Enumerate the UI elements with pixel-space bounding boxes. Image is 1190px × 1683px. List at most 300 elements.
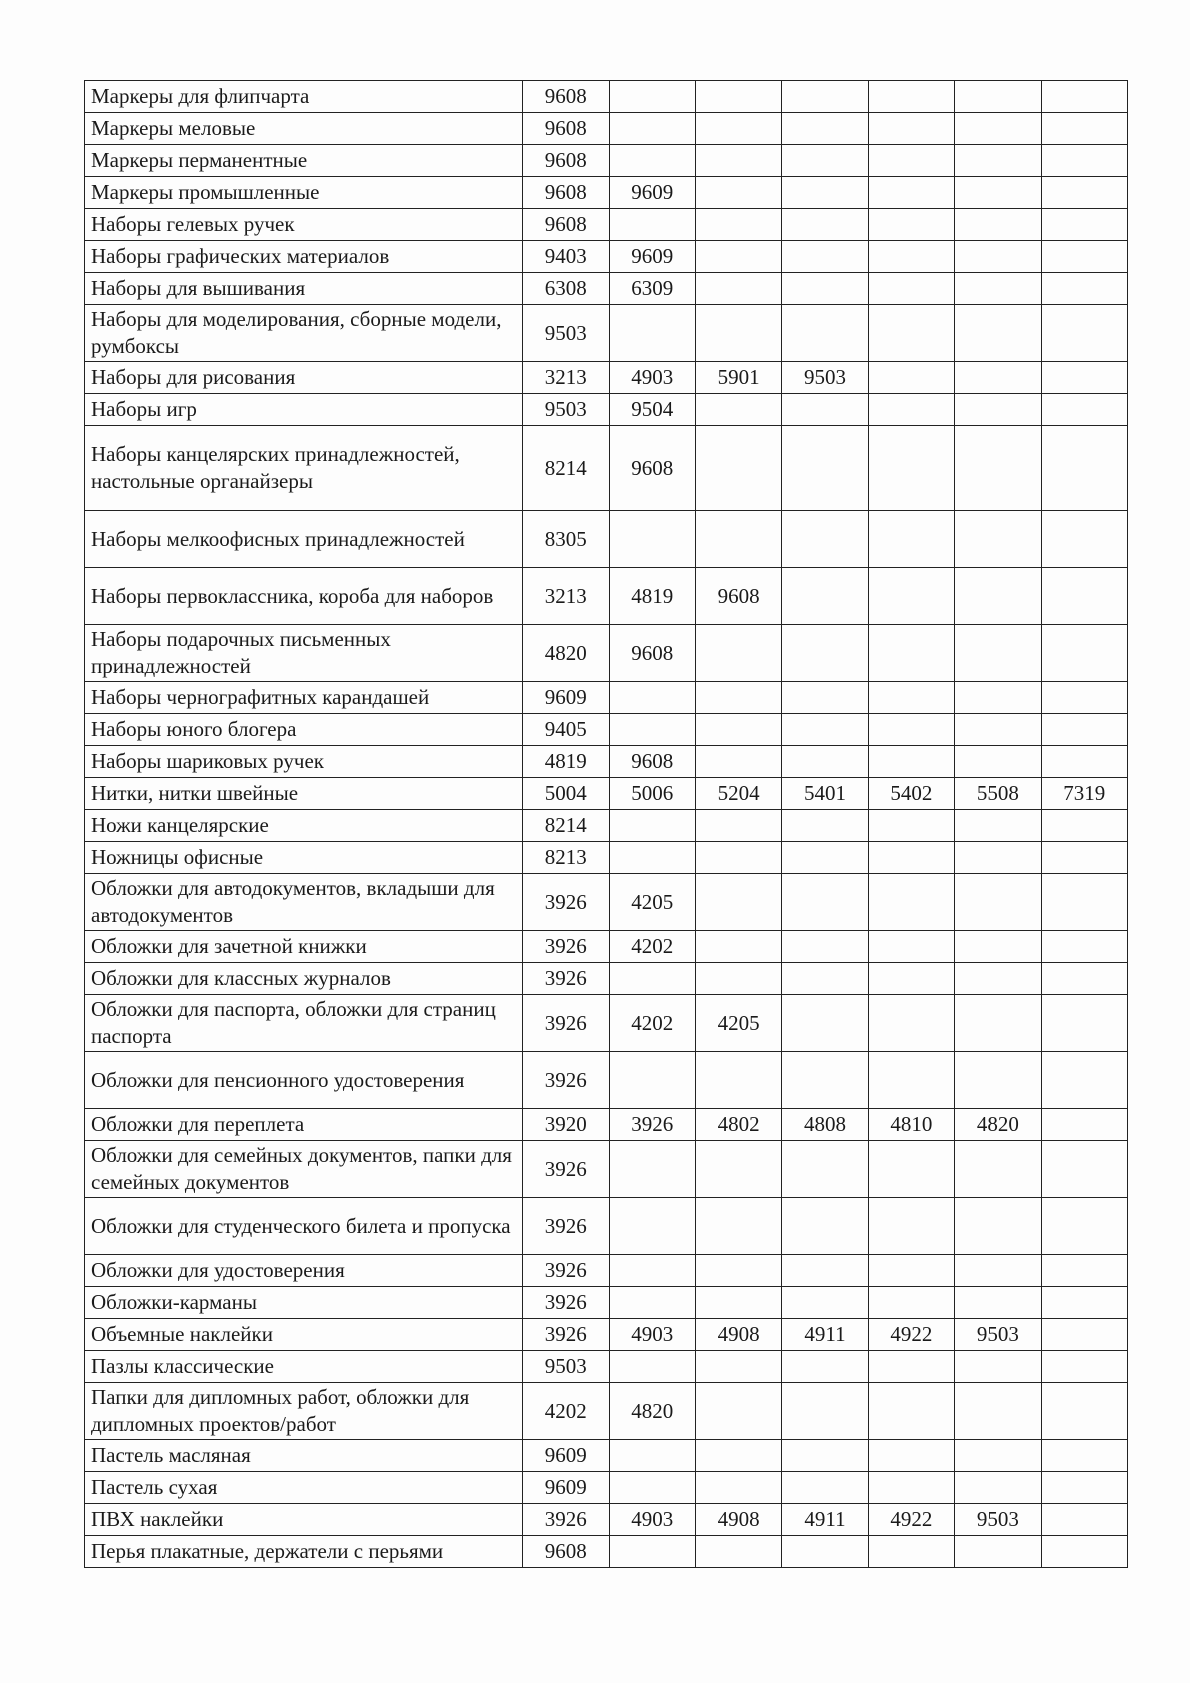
- table-row: [85, 778, 1128, 810]
- code-cell: [1041, 1383, 1127, 1440]
- code-cell: 9609: [523, 1472, 609, 1504]
- table-row: [85, 177, 1128, 209]
- product-name-cell: Наборы для рисования: [85, 362, 523, 394]
- code-cell: [782, 1383, 868, 1440]
- code-cell: [868, 963, 954, 995]
- code-cell: 3926: [523, 1287, 609, 1319]
- code-cell: [1041, 1472, 1127, 1504]
- code-cell: 4908: [695, 1504, 781, 1536]
- code-cell: [782, 625, 868, 682]
- code-cell: [955, 963, 1041, 995]
- code-cell: [782, 842, 868, 874]
- code-cell: [1041, 209, 1127, 241]
- table-row: [85, 305, 1128, 362]
- table-row: [85, 1287, 1128, 1319]
- code-cell: [1041, 177, 1127, 209]
- code-cell: 3926: [523, 1198, 609, 1255]
- product-name-cell: Обложки для паспорта, обложки для страниц паспорта: [85, 995, 523, 1052]
- code-cell: [782, 995, 868, 1052]
- code-cell: 4922: [868, 1319, 954, 1351]
- code-cell: [609, 1052, 695, 1109]
- code-cell: 9609: [609, 177, 695, 209]
- code-cell: [955, 1351, 1041, 1383]
- table-row: [85, 394, 1128, 426]
- code-cell: [782, 145, 868, 177]
- code-cell: [955, 746, 1041, 778]
- product-name-cell: Нитки, нитки швейные: [85, 778, 523, 810]
- table-row: [85, 209, 1128, 241]
- code-cell: 8305: [523, 511, 609, 568]
- code-cell: [609, 209, 695, 241]
- code-cell: [1041, 1109, 1127, 1141]
- code-cell: [868, 1383, 954, 1440]
- table-row: [85, 625, 1128, 682]
- code-cell: 3926: [523, 1255, 609, 1287]
- code-cell: [695, 394, 781, 426]
- table-row: [85, 1109, 1128, 1141]
- product-name-cell: Наборы шариковых ручек: [85, 746, 523, 778]
- code-cell: 9504: [609, 394, 695, 426]
- code-cell: [782, 682, 868, 714]
- code-cell: [1041, 113, 1127, 145]
- code-cell: [1041, 1052, 1127, 1109]
- table-row: [85, 511, 1128, 568]
- table-row: [85, 241, 1128, 273]
- code-cell: 3926: [523, 1052, 609, 1109]
- code-cell: 9608: [523, 113, 609, 145]
- product-name-cell: Маркеры перманентные: [85, 145, 523, 177]
- code-cell: [695, 1383, 781, 1440]
- code-cell: [695, 931, 781, 963]
- code-cell: [955, 145, 1041, 177]
- table-body: [85, 81, 1128, 1568]
- code-cell: 4205: [695, 995, 781, 1052]
- product-name-cell: Обложки-карманы: [85, 1287, 523, 1319]
- code-cell: [782, 963, 868, 995]
- product-name-cell: Папки для дипломных работ, обложки для дипломных проектов/работ: [85, 1383, 523, 1440]
- code-cell: [782, 810, 868, 842]
- code-cell: [955, 426, 1041, 511]
- code-cell: [782, 1440, 868, 1472]
- code-cell: [695, 842, 781, 874]
- code-cell: [1041, 1255, 1127, 1287]
- code-cell: [1041, 682, 1127, 714]
- code-cell: 8214: [523, 810, 609, 842]
- code-cell: 9608: [609, 625, 695, 682]
- code-cell: 3926: [523, 963, 609, 995]
- product-name-cell: Маркеры для флипчарта: [85, 81, 523, 113]
- table-row: [85, 746, 1128, 778]
- code-cell: [782, 714, 868, 746]
- code-cell: [609, 810, 695, 842]
- code-cell: [955, 1472, 1041, 1504]
- product-name-cell: Наборы первоклассника, короба для наборов: [85, 568, 523, 625]
- product-name-cell: Пазлы классические: [85, 1351, 523, 1383]
- code-cell: 3213: [523, 362, 609, 394]
- code-cell: [695, 81, 781, 113]
- product-codes-table: [84, 80, 1128, 1568]
- code-cell: 4903: [609, 1319, 695, 1351]
- code-cell: [955, 177, 1041, 209]
- code-cell: [695, 273, 781, 305]
- code-cell: [609, 1255, 695, 1287]
- code-cell: [868, 1351, 954, 1383]
- table-row: [85, 963, 1128, 995]
- code-cell: 9503: [782, 362, 868, 394]
- code-cell: [955, 682, 1041, 714]
- code-cell: 3213: [523, 568, 609, 625]
- code-cell: [1041, 1141, 1127, 1198]
- product-name-cell: Наборы для вышивания: [85, 273, 523, 305]
- code-cell: [868, 145, 954, 177]
- code-cell: [868, 1287, 954, 1319]
- code-cell: [1041, 273, 1127, 305]
- code-cell: [609, 145, 695, 177]
- code-cell: [955, 81, 1041, 113]
- product-name-cell: Обложки для классных журналов: [85, 963, 523, 995]
- code-cell: 9609: [523, 682, 609, 714]
- code-cell: 4911: [782, 1504, 868, 1536]
- code-cell: [955, 1198, 1041, 1255]
- code-cell: [868, 746, 954, 778]
- code-cell: [782, 1141, 868, 1198]
- code-cell: [695, 145, 781, 177]
- code-cell: [1041, 842, 1127, 874]
- code-cell: [955, 113, 1041, 145]
- code-cell: 5204: [695, 778, 781, 810]
- table-row: [85, 568, 1128, 625]
- product-name-cell: Объемные наклейки: [85, 1319, 523, 1351]
- code-cell: [955, 995, 1041, 1052]
- code-cell: 9608: [609, 746, 695, 778]
- table-row: [85, 1198, 1128, 1255]
- code-cell: 9503: [523, 305, 609, 362]
- product-name-cell: Наборы чернографитных карандашей: [85, 682, 523, 714]
- code-cell: [782, 113, 868, 145]
- code-cell: [609, 1440, 695, 1472]
- code-cell: [782, 177, 868, 209]
- code-cell: [955, 625, 1041, 682]
- code-cell: [695, 1255, 781, 1287]
- product-name-cell: Обложки для автодокументов, вкладыши для автодокументов: [85, 874, 523, 931]
- code-cell: 4911: [782, 1319, 868, 1351]
- code-cell: 9503: [955, 1319, 1041, 1351]
- code-cell: [1041, 746, 1127, 778]
- code-cell: [782, 568, 868, 625]
- code-cell: [955, 1383, 1041, 1440]
- code-cell: [609, 842, 695, 874]
- product-name-cell: Пастель сухая: [85, 1472, 523, 1504]
- code-cell: [955, 394, 1041, 426]
- code-cell: [1041, 810, 1127, 842]
- code-cell: [868, 568, 954, 625]
- code-cell: [782, 273, 868, 305]
- code-cell: [1041, 362, 1127, 394]
- table-row: [85, 113, 1128, 145]
- code-cell: [1041, 1287, 1127, 1319]
- code-cell: 9609: [523, 1440, 609, 1472]
- code-cell: [1041, 963, 1127, 995]
- code-cell: [955, 568, 1041, 625]
- code-cell: [868, 426, 954, 511]
- code-cell: [1041, 1504, 1127, 1536]
- product-name-cell: Обложки для студенческого билета и пропуска: [85, 1198, 523, 1255]
- code-cell: [868, 625, 954, 682]
- code-cell: [868, 1440, 954, 1472]
- code-cell: [868, 305, 954, 362]
- code-cell: 7319: [1041, 778, 1127, 810]
- code-cell: [695, 1052, 781, 1109]
- table-row: [85, 1052, 1128, 1109]
- code-cell: 9608: [523, 177, 609, 209]
- code-cell: 4908: [695, 1319, 781, 1351]
- code-cell: [1041, 1536, 1127, 1568]
- product-name-cell: Наборы подарочных письменных принадлежностей: [85, 625, 523, 682]
- code-cell: 4820: [955, 1109, 1041, 1141]
- product-name-cell: Обложки для переплета: [85, 1109, 523, 1141]
- code-cell: 4205: [609, 874, 695, 931]
- code-cell: 9503: [523, 394, 609, 426]
- code-cell: [955, 714, 1041, 746]
- code-cell: [695, 810, 781, 842]
- code-cell: 3926: [523, 1504, 609, 1536]
- code-cell: [782, 1287, 868, 1319]
- code-cell: 4802: [695, 1109, 781, 1141]
- code-cell: [868, 1255, 954, 1287]
- code-cell: [955, 241, 1041, 273]
- code-cell: 9608: [523, 81, 609, 113]
- code-cell: [609, 511, 695, 568]
- table-row: [85, 1383, 1128, 1440]
- code-cell: [695, 1440, 781, 1472]
- code-cell: [695, 177, 781, 209]
- code-cell: [868, 362, 954, 394]
- code-cell: [1041, 1440, 1127, 1472]
- code-cell: [1041, 394, 1127, 426]
- code-cell: [782, 394, 868, 426]
- code-cell: [868, 394, 954, 426]
- table-row: [85, 810, 1128, 842]
- code-cell: [782, 209, 868, 241]
- code-cell: [695, 1198, 781, 1255]
- code-cell: [782, 426, 868, 511]
- table-row: [85, 1351, 1128, 1383]
- code-cell: [1041, 145, 1127, 177]
- code-cell: 9403: [523, 241, 609, 273]
- code-cell: 8213: [523, 842, 609, 874]
- code-cell: [695, 209, 781, 241]
- code-cell: [782, 746, 868, 778]
- code-cell: [609, 1287, 695, 1319]
- code-cell: 9405: [523, 714, 609, 746]
- table-row: [85, 1504, 1128, 1536]
- code-cell: 4202: [609, 995, 695, 1052]
- code-cell: [1041, 511, 1127, 568]
- table-row: [85, 931, 1128, 963]
- code-cell: [955, 273, 1041, 305]
- code-cell: 4820: [523, 625, 609, 682]
- table-row: [85, 1255, 1128, 1287]
- product-name-cell: Пастель масляная: [85, 1440, 523, 1472]
- code-cell: 5508: [955, 778, 1041, 810]
- code-cell: 3920: [523, 1109, 609, 1141]
- table-row: [85, 81, 1128, 113]
- product-name-cell: Наборы канцелярских принадлежностей, настольные органайзеры: [85, 426, 523, 511]
- code-cell: [695, 963, 781, 995]
- code-cell: 5006: [609, 778, 695, 810]
- code-cell: [782, 1052, 868, 1109]
- product-name-cell: Обложки для пенсионного удостоверения: [85, 1052, 523, 1109]
- code-cell: [955, 209, 1041, 241]
- code-cell: [868, 511, 954, 568]
- code-cell: [782, 1472, 868, 1504]
- code-cell: [955, 874, 1041, 931]
- code-cell: 4922: [868, 1504, 954, 1536]
- code-cell: [695, 625, 781, 682]
- code-cell: [868, 241, 954, 273]
- product-name-cell: Обложки для зачетной книжки: [85, 931, 523, 963]
- product-name-cell: Маркеры меловые: [85, 113, 523, 145]
- code-cell: [955, 1141, 1041, 1198]
- product-name-cell: Наборы мелкоофисных принадлежностей: [85, 511, 523, 568]
- code-cell: [609, 963, 695, 995]
- code-cell: [868, 995, 954, 1052]
- table-row: [85, 1472, 1128, 1504]
- code-cell: 6309: [609, 273, 695, 305]
- code-cell: [695, 1472, 781, 1504]
- code-cell: [609, 305, 695, 362]
- code-cell: [1041, 81, 1127, 113]
- code-cell: [868, 1472, 954, 1504]
- code-cell: [695, 1287, 781, 1319]
- code-cell: [782, 1255, 868, 1287]
- code-cell: 3926: [523, 1141, 609, 1198]
- code-cell: 5004: [523, 778, 609, 810]
- code-cell: 9503: [523, 1351, 609, 1383]
- table-row: [85, 145, 1128, 177]
- code-cell: 3926: [523, 1319, 609, 1351]
- product-name-cell: Обложки для семейных документов, папки для семейных документов: [85, 1141, 523, 1198]
- product-name-cell: Наборы игр: [85, 394, 523, 426]
- product-name-cell: Маркеры промышленные: [85, 177, 523, 209]
- code-cell: [868, 1052, 954, 1109]
- code-cell: [1041, 995, 1127, 1052]
- code-cell: [695, 241, 781, 273]
- code-cell: [868, 874, 954, 931]
- code-cell: [955, 1052, 1041, 1109]
- code-cell: [695, 426, 781, 511]
- code-cell: 5402: [868, 778, 954, 810]
- code-cell: [1041, 714, 1127, 746]
- code-cell: [609, 1536, 695, 1568]
- code-cell: 4819: [523, 746, 609, 778]
- code-cell: [695, 874, 781, 931]
- code-cell: 9608: [609, 426, 695, 511]
- product-name-cell: Ножи канцелярские: [85, 810, 523, 842]
- code-cell: 3926: [523, 995, 609, 1052]
- code-cell: 9503: [955, 1504, 1041, 1536]
- code-cell: 8214: [523, 426, 609, 511]
- code-cell: [609, 1472, 695, 1504]
- code-cell: [868, 810, 954, 842]
- product-name-cell: ПВХ наклейки: [85, 1504, 523, 1536]
- table-row: [85, 682, 1128, 714]
- code-cell: [782, 241, 868, 273]
- code-cell: [782, 874, 868, 931]
- code-cell: [695, 682, 781, 714]
- code-cell: [868, 113, 954, 145]
- table-row: [85, 714, 1128, 746]
- code-cell: 5901: [695, 362, 781, 394]
- code-cell: [782, 931, 868, 963]
- code-cell: [609, 1141, 695, 1198]
- product-name-cell: Ножницы офисные: [85, 842, 523, 874]
- code-cell: [609, 113, 695, 145]
- code-cell: [868, 931, 954, 963]
- product-name-cell: Наборы графических материалов: [85, 241, 523, 273]
- code-cell: [955, 511, 1041, 568]
- code-cell: [1041, 874, 1127, 931]
- code-cell: 4202: [609, 931, 695, 963]
- code-cell: [609, 682, 695, 714]
- code-cell: 4819: [609, 568, 695, 625]
- code-cell: [1041, 1319, 1127, 1351]
- code-cell: [868, 1141, 954, 1198]
- code-cell: [782, 305, 868, 362]
- code-cell: [955, 305, 1041, 362]
- code-cell: [782, 511, 868, 568]
- code-cell: [609, 81, 695, 113]
- code-cell: [695, 1351, 781, 1383]
- code-cell: [609, 714, 695, 746]
- code-cell: 9608: [523, 209, 609, 241]
- table-row: [85, 426, 1128, 511]
- code-cell: 9608: [523, 1536, 609, 1568]
- code-cell: [955, 362, 1041, 394]
- code-cell: [695, 714, 781, 746]
- code-cell: [955, 1255, 1041, 1287]
- product-name-cell: Обложки для удостоверения: [85, 1255, 523, 1287]
- code-cell: 3926: [523, 931, 609, 963]
- code-cell: [782, 81, 868, 113]
- code-cell: [695, 1141, 781, 1198]
- code-cell: [1041, 305, 1127, 362]
- code-cell: [868, 1198, 954, 1255]
- code-cell: 3926: [523, 874, 609, 931]
- code-cell: [695, 1536, 781, 1568]
- code-cell: [1041, 568, 1127, 625]
- code-cell: [868, 81, 954, 113]
- code-cell: 9608: [695, 568, 781, 625]
- code-cell: [868, 177, 954, 209]
- code-cell: [1041, 931, 1127, 963]
- code-cell: 4202: [523, 1383, 609, 1440]
- code-cell: [868, 273, 954, 305]
- code-cell: [955, 1287, 1041, 1319]
- code-cell: 9608: [523, 145, 609, 177]
- code-cell: [1041, 1198, 1127, 1255]
- table-row: [85, 995, 1128, 1052]
- code-cell: [955, 810, 1041, 842]
- code-cell: 4810: [868, 1109, 954, 1141]
- code-cell: [868, 682, 954, 714]
- table-row: [85, 273, 1128, 305]
- code-cell: [609, 1351, 695, 1383]
- code-cell: 6308: [523, 273, 609, 305]
- code-cell: [955, 1440, 1041, 1472]
- code-cell: [695, 511, 781, 568]
- code-cell: [609, 1198, 695, 1255]
